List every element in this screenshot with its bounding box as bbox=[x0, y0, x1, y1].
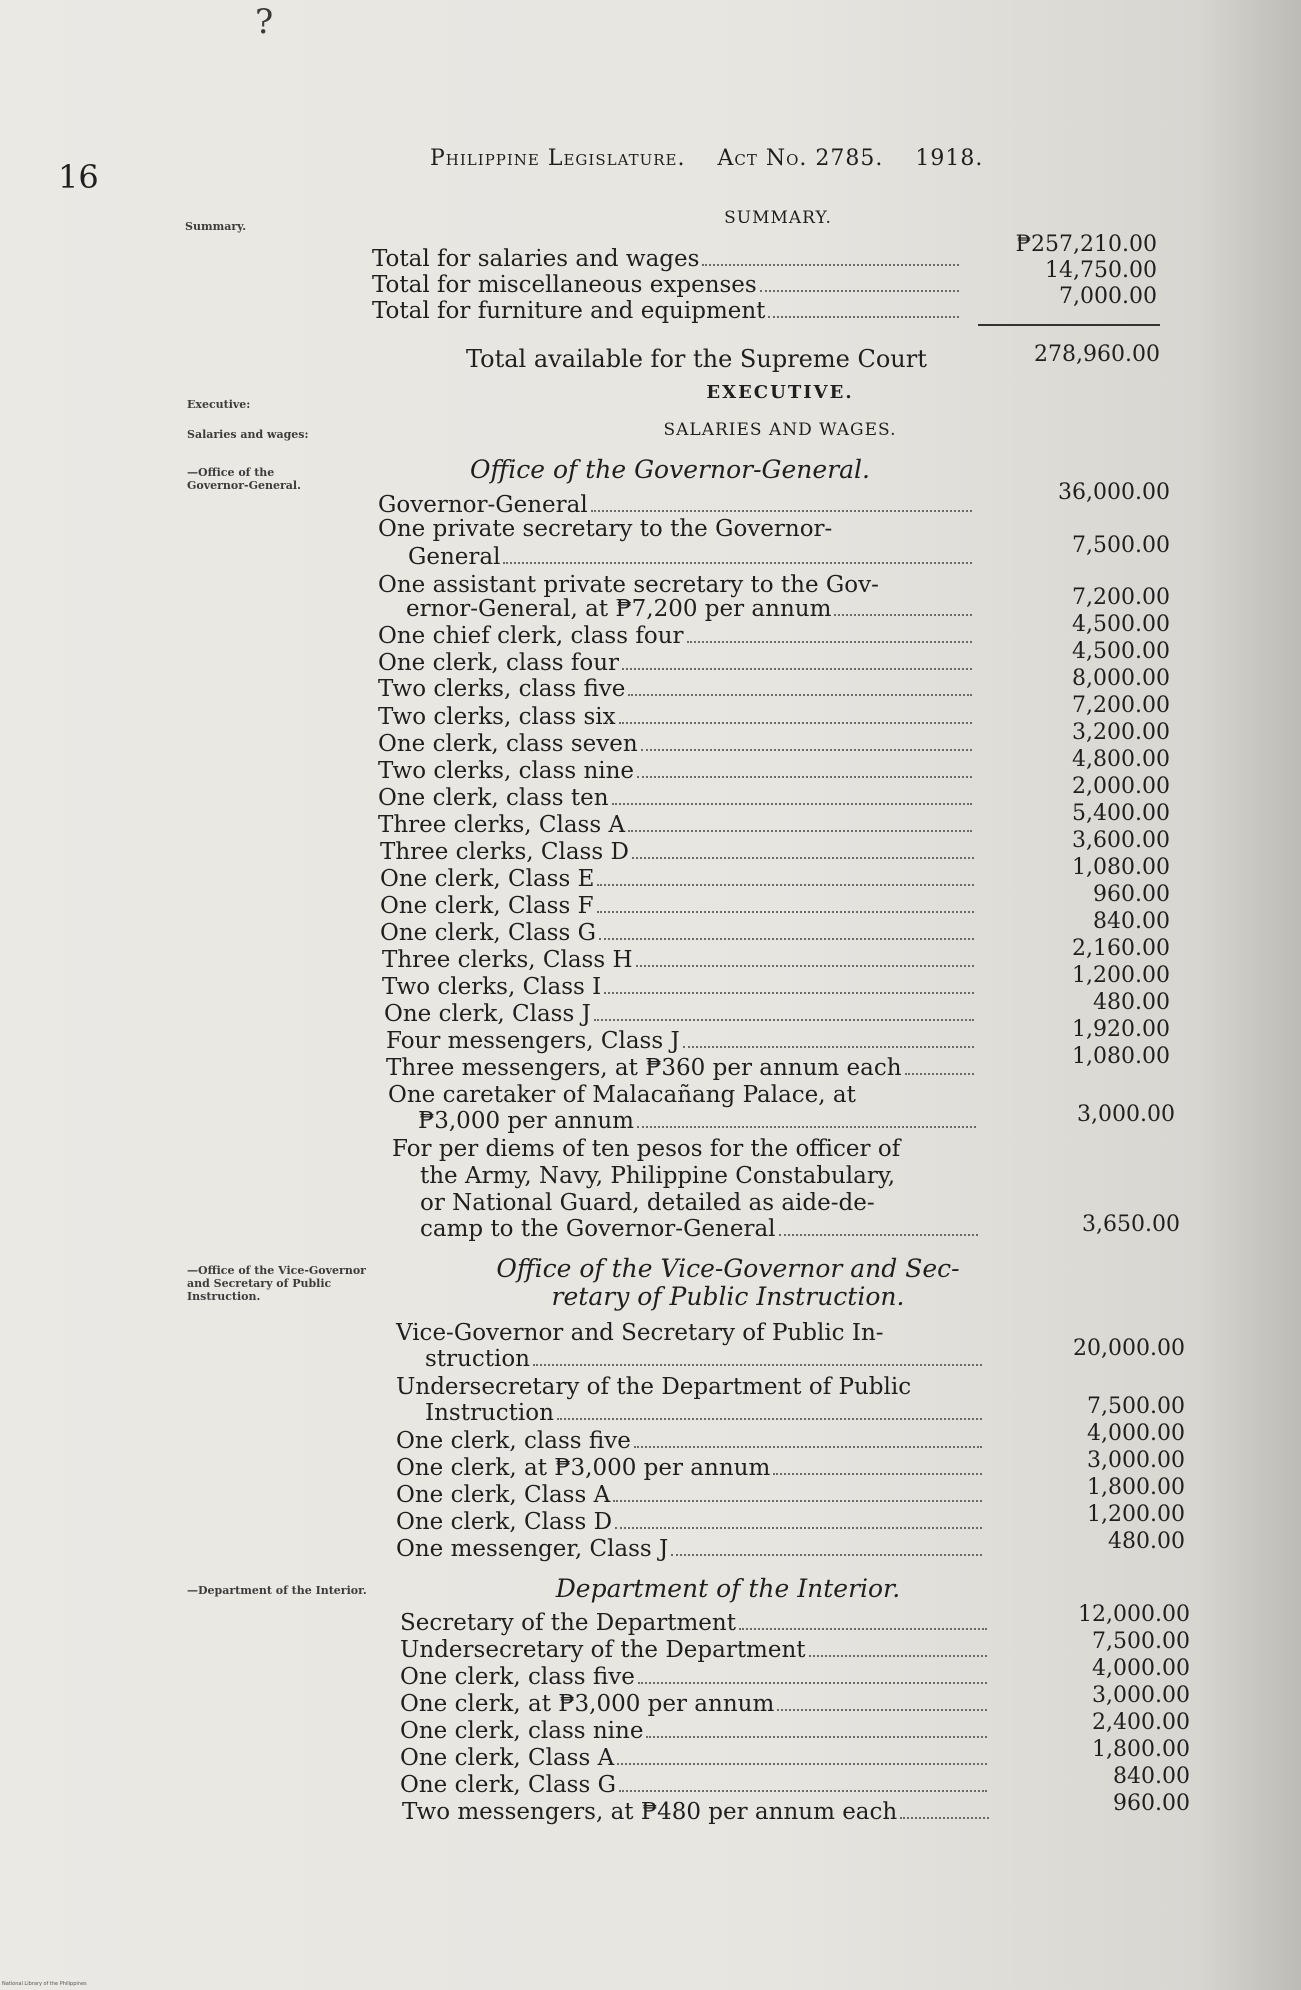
leader-dots bbox=[628, 830, 972, 832]
line-item bbox=[378, 623, 975, 649]
item-label: Instruction bbox=[425, 1400, 554, 1426]
item-amount: 4,800.00 bbox=[1072, 747, 1170, 772]
line-item bbox=[396, 1509, 985, 1535]
leader-dots bbox=[646, 1736, 987, 1738]
leader-dots bbox=[671, 1554, 982, 1556]
line-item bbox=[400, 1718, 990, 1744]
line-item bbox=[380, 893, 977, 919]
item-label: One clerk, class five bbox=[400, 1664, 635, 1690]
leader-dots bbox=[905, 1073, 974, 1075]
line-item bbox=[384, 1001, 977, 1027]
line-item bbox=[402, 1799, 992, 1825]
leader-dots bbox=[683, 1046, 974, 1048]
item-amount: 20,000.00 bbox=[1073, 1336, 1185, 1361]
item-amount: 960.00 bbox=[1113, 1791, 1190, 1816]
line-item bbox=[396, 1428, 985, 1454]
item-label: One clerk, Class F bbox=[380, 893, 594, 919]
item-label: One clerk, class four bbox=[378, 650, 620, 676]
line-item bbox=[378, 492, 975, 518]
leader-dots bbox=[900, 1817, 989, 1819]
item-amount: 2,160.00 bbox=[1072, 936, 1170, 961]
pencil-mark: ? bbox=[255, 2, 274, 42]
item-label: One clerk, class nine bbox=[400, 1718, 644, 1744]
scan-footer: National Library of the Philippines bbox=[2, 1981, 87, 1987]
item-amount: 1,200.00 bbox=[1072, 963, 1170, 988]
item-amount: 7,500.00 bbox=[1087, 1394, 1185, 1419]
margin-note-executive: Executive: bbox=[187, 398, 251, 411]
leader-dots bbox=[628, 694, 972, 696]
item-label: One clerk, at ₱3,000 per annum bbox=[400, 1691, 775, 1717]
line-item bbox=[400, 1772, 990, 1798]
item-amount: 1,200.00 bbox=[1087, 1502, 1185, 1527]
margin-note-governor-general: —Office of the Governor-General. bbox=[187, 466, 301, 492]
item-amount: 3,200.00 bbox=[1072, 720, 1170, 745]
line-item bbox=[378, 758, 975, 784]
summary-row-label: Total for salaries and wages bbox=[372, 246, 700, 272]
leader-dots bbox=[612, 803, 972, 805]
leader-dots bbox=[622, 668, 972, 670]
line-item bbox=[400, 1610, 990, 1636]
item-label: One clerk, class ten bbox=[378, 785, 609, 811]
item-amount: 840.00 bbox=[1093, 909, 1170, 934]
item-label-line: Undersecretary of the Department of Public bbox=[396, 1374, 912, 1400]
margin-note-vice-governor: —Office of the Vice-Governor and Secretary of Public Instruction. bbox=[187, 1264, 366, 1303]
item-amount: 7,200.00 bbox=[1072, 585, 1170, 610]
item-amount: 3,000.00 bbox=[1087, 1448, 1185, 1473]
line-item bbox=[386, 1028, 977, 1054]
running-head-year: 1918. bbox=[915, 146, 984, 171]
item-label: One clerk, Class G bbox=[380, 920, 596, 946]
leader-dots bbox=[636, 965, 974, 967]
leader-dots bbox=[599, 938, 974, 940]
item-label: Secretary of the Department bbox=[400, 1610, 736, 1636]
item-amount: 4,000.00 bbox=[1092, 1656, 1190, 1681]
leader-dots bbox=[597, 884, 974, 886]
line-item bbox=[378, 650, 975, 676]
line-item bbox=[382, 947, 977, 973]
item-label: Two clerks, Class I bbox=[382, 974, 602, 1000]
summary-row-amount: 14,750.00 bbox=[1045, 258, 1157, 283]
line-item bbox=[380, 920, 977, 946]
item-amount: 7,500.00 bbox=[1072, 533, 1170, 558]
item-label: Three clerks, Class H bbox=[382, 947, 633, 973]
leader-dots bbox=[619, 722, 972, 724]
leader-dots bbox=[809, 1655, 987, 1657]
line-item bbox=[382, 974, 977, 1000]
item-amount: 840.00 bbox=[1113, 1764, 1190, 1789]
item-label-line: One private secretary to the Governor- bbox=[378, 516, 833, 542]
item-label: One chief clerk, class four bbox=[378, 623, 684, 649]
item-label-line: the Army, Navy, Philippine Constabulary, bbox=[420, 1163, 896, 1189]
item-label: Two messengers, at ₱480 per annum each bbox=[402, 1799, 898, 1825]
summary-row-amount: ₱257,210.00 bbox=[1015, 232, 1157, 257]
line-item bbox=[378, 676, 975, 702]
item-label: One clerk, at ₱3,000 per annum bbox=[396, 1455, 771, 1481]
item-label: One clerk, Class E bbox=[380, 866, 595, 892]
line-item bbox=[380, 839, 977, 865]
summary-total-amount: 278,960.00 bbox=[1034, 342, 1160, 367]
item-label: One clerk, class five bbox=[396, 1428, 631, 1454]
leader-dots bbox=[619, 1790, 987, 1792]
summary-total-label: Total available for the Supreme Court bbox=[466, 345, 927, 373]
leader-dots bbox=[773, 1473, 982, 1475]
leader-dots bbox=[638, 1682, 987, 1684]
item-amount: 960.00 bbox=[1093, 882, 1170, 907]
leader-dots bbox=[768, 316, 959, 318]
line-item bbox=[400, 1745, 990, 1771]
line-item bbox=[400, 1664, 990, 1690]
line-item bbox=[425, 1346, 985, 1372]
line-item bbox=[386, 1055, 977, 1081]
summary-row bbox=[372, 272, 962, 298]
line-item bbox=[396, 1455, 985, 1481]
item-label: Two clerks, class six bbox=[378, 704, 616, 730]
line-item bbox=[378, 812, 975, 838]
margin-note-interior: —Department of the Interior. bbox=[187, 1584, 367, 1597]
item-label: One messenger, Class J bbox=[396, 1536, 669, 1562]
leader-dots bbox=[604, 992, 974, 994]
item-label: Two clerks, class five bbox=[378, 676, 626, 702]
summary-row-amount: 7,000.00 bbox=[1059, 284, 1157, 309]
summary-heading: SUMMARY. bbox=[724, 208, 832, 228]
item-amount: 5,400.00 bbox=[1072, 801, 1170, 826]
line-item bbox=[425, 1400, 985, 1426]
line-item bbox=[418, 1108, 979, 1134]
item-label: camp to the Governor-General bbox=[420, 1216, 776, 1242]
leader-dots bbox=[777, 1709, 987, 1711]
margin-note-salaries: Salaries and wages: bbox=[187, 428, 309, 441]
item-amount: 480.00 bbox=[1093, 990, 1170, 1015]
item-amount: 7,200.00 bbox=[1072, 693, 1170, 718]
item-amount: 3,000.00 bbox=[1077, 1102, 1175, 1127]
item-amount: 3,650.00 bbox=[1082, 1212, 1180, 1237]
leader-dots bbox=[739, 1628, 987, 1630]
section-title-governor-general: Office of the Governor-General. bbox=[470, 455, 870, 484]
item-label: Three clerks, Class D bbox=[380, 839, 629, 865]
item-amount: 3,000.00 bbox=[1092, 1683, 1190, 1708]
leader-dots bbox=[597, 911, 974, 913]
item-label: One clerk, Class D bbox=[396, 1509, 613, 1535]
item-label: ernor-General, at ₱7,200 per annum bbox=[406, 596, 832, 622]
item-label: Four messengers, Class J bbox=[386, 1028, 680, 1054]
item-label: ₱3,000 per annum bbox=[418, 1108, 634, 1134]
item-label: Three clerks, Class A bbox=[378, 812, 626, 838]
leader-dots bbox=[687, 641, 972, 643]
item-label-line: or National Guard, detailed as aide-de- bbox=[420, 1190, 875, 1216]
running-head-title: Philippine Legislature. bbox=[430, 146, 686, 171]
leader-dots bbox=[591, 510, 972, 512]
summary-row-label: Total for furniture and equipment bbox=[372, 298, 766, 324]
item-label-line: For per diems of ten pesos for the officer of bbox=[392, 1136, 901, 1162]
item-amount: 1,800.00 bbox=[1087, 1475, 1185, 1500]
leader-dots bbox=[779, 1234, 978, 1236]
item-label: General bbox=[408, 544, 501, 570]
leader-dots bbox=[834, 614, 972, 616]
item-label-line: Vice-Governor and Secretary of Public In- bbox=[396, 1320, 884, 1346]
leader-dots bbox=[637, 1126, 976, 1128]
item-amount: 12,000.00 bbox=[1078, 1602, 1190, 1627]
line-item bbox=[420, 1216, 981, 1242]
line-item bbox=[378, 785, 975, 811]
item-amount: 2,400.00 bbox=[1092, 1710, 1190, 1735]
section-title-vice-governor-line2: retary of Public Instruction. bbox=[551, 1282, 905, 1311]
line-item bbox=[406, 596, 975, 622]
item-amount: 8,000.00 bbox=[1072, 666, 1170, 691]
item-amount: 4,500.00 bbox=[1072, 612, 1170, 637]
item-amount: 4,500.00 bbox=[1072, 639, 1170, 664]
salaries-heading: SALARIES AND WAGES. bbox=[663, 420, 897, 440]
item-label: One clerk, Class A bbox=[396, 1482, 611, 1508]
item-label: Undersecretary of the Department bbox=[400, 1637, 806, 1663]
leader-dots bbox=[702, 264, 959, 266]
section-title-vice-governor: Office of the Vice-Governor and Sec- bbox=[496, 1254, 960, 1283]
leader-dots bbox=[594, 1019, 974, 1021]
leader-dots bbox=[617, 1763, 987, 1765]
item-label: One clerk, Class J bbox=[384, 1001, 591, 1027]
line-item bbox=[396, 1482, 985, 1508]
line-item bbox=[378, 704, 975, 730]
item-amount: 1,800.00 bbox=[1092, 1737, 1190, 1762]
leader-dots bbox=[637, 776, 972, 778]
item-label: One clerk, Class G bbox=[400, 1772, 616, 1798]
leader-dots bbox=[503, 562, 972, 564]
item-amount: 3,600.00 bbox=[1072, 828, 1170, 853]
summary-row bbox=[372, 298, 962, 324]
item-amount: 2,000.00 bbox=[1072, 774, 1170, 799]
item-amount: 1,080.00 bbox=[1072, 1044, 1170, 1069]
executive-heading: EXECUTIVE. bbox=[706, 382, 854, 403]
item-amount: 4,000.00 bbox=[1087, 1421, 1185, 1446]
leader-dots bbox=[615, 1527, 982, 1529]
leader-dots bbox=[557, 1418, 982, 1420]
margin-note-summary: Summary. bbox=[185, 220, 247, 233]
item-amount: 1,920.00 bbox=[1072, 1017, 1170, 1042]
summary-row-label: Total for miscellaneous expenses bbox=[372, 272, 757, 298]
item-label: struction bbox=[425, 1346, 530, 1372]
running-head-act: Act No. 2785. bbox=[717, 146, 884, 171]
item-amount: 480.00 bbox=[1108, 1529, 1185, 1554]
leader-dots bbox=[533, 1364, 982, 1366]
item-label: Governor-General bbox=[378, 492, 588, 518]
line-item bbox=[400, 1691, 990, 1717]
total-rule bbox=[978, 324, 1160, 326]
line-item bbox=[380, 866, 977, 892]
item-label: Two clerks, class nine bbox=[378, 758, 635, 784]
item-amount: 7,500.00 bbox=[1092, 1629, 1190, 1654]
line-item bbox=[378, 731, 975, 757]
section-title-interior: Department of the Interior. bbox=[555, 1574, 901, 1603]
summary-row bbox=[372, 246, 962, 272]
line-item bbox=[408, 544, 975, 570]
item-label-line: One assistant private secretary to the Gov- bbox=[378, 572, 879, 598]
running-head bbox=[430, 146, 983, 171]
item-label: One clerk, class seven bbox=[378, 731, 638, 757]
item-amount: 1,080.00 bbox=[1072, 855, 1170, 880]
line-item bbox=[400, 1637, 990, 1663]
item-amount: 36,000.00 bbox=[1058, 480, 1170, 505]
item-label: Three messengers, at ₱360 per annum each bbox=[386, 1055, 902, 1081]
page-number: 16 bbox=[58, 158, 99, 196]
leader-dots bbox=[641, 749, 972, 751]
item-label: One clerk, Class A bbox=[400, 1745, 615, 1771]
leader-dots bbox=[634, 1446, 982, 1448]
leader-dots bbox=[632, 857, 974, 859]
line-item bbox=[396, 1536, 985, 1562]
leader-dots bbox=[760, 290, 959, 292]
item-label-line: One caretaker of Malacañang Palace, at bbox=[388, 1082, 856, 1108]
leader-dots bbox=[613, 1500, 982, 1502]
